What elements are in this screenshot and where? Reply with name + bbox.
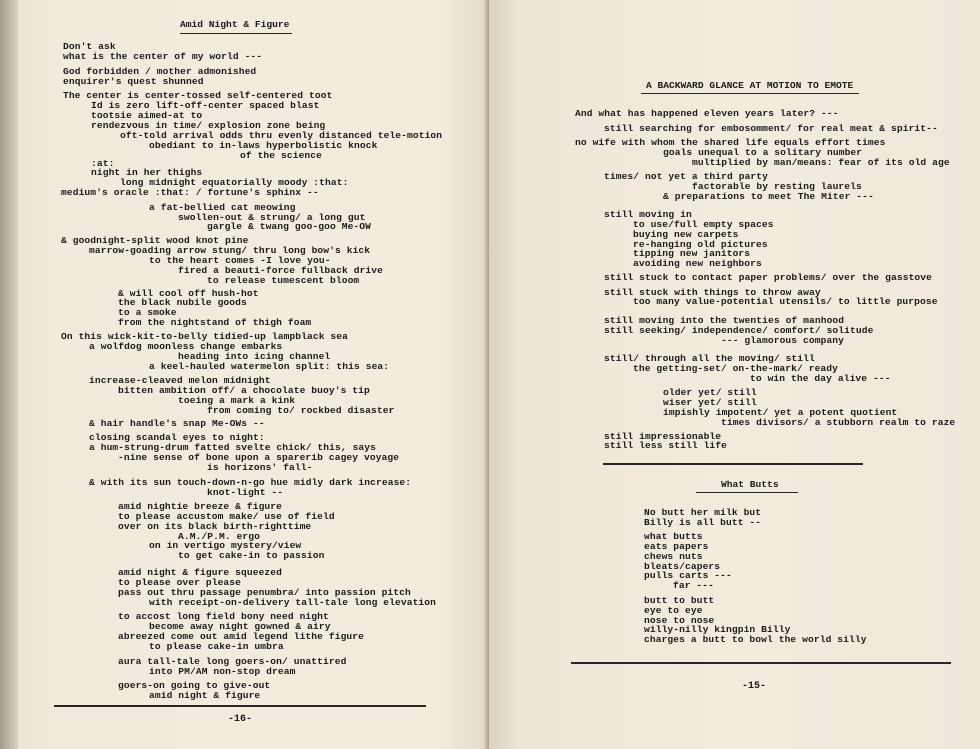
poem-line: goals unequal to a solitary number	[663, 147, 863, 158]
poem-line: enquirer's quest shunned	[63, 76, 204, 87]
poem-line: willy-nilly kingpin Billy	[644, 624, 791, 635]
poem-line: still searching for embosomment/ for real meat & spirit--	[604, 123, 938, 134]
poem-line: A.M./P.M. ergo	[178, 531, 261, 542]
poem-line: a wolfdog moonless change embarks	[89, 341, 283, 352]
poem-line: of the science	[240, 150, 323, 161]
poem-line: to please over please	[118, 577, 242, 588]
footer-rule	[54, 705, 426, 707]
poem-line: chews nuts	[644, 551, 703, 562]
title-underline	[180, 33, 292, 34]
poem-line: over on its black birth-righttime	[118, 521, 312, 532]
footer-rule	[571, 662, 951, 664]
poem-line: increase-cleaved melon midnight	[89, 375, 271, 386]
poem-line: with receipt-on-delivery tall-tale long elevation	[149, 597, 437, 608]
poem-line: from coming to/ rockbed disaster	[207, 405, 395, 416]
poem-line: impishly impotent/ yet a potent quotient	[663, 407, 898, 418]
poem-line: abreezed come out amid legend lithe figure	[118, 631, 365, 642]
poem-line: far ---	[673, 580, 715, 591]
page-number: -15-	[742, 681, 767, 692]
right-page	[489, 0, 980, 749]
poem-line: still less still life	[604, 440, 728, 451]
poem-line: aura tall-tale long goers-on/ unattired	[118, 656, 347, 667]
poem-line: to please accustom make/ use of field	[118, 511, 335, 522]
poem-line: --- glamorous company	[721, 335, 845, 346]
left-page-title: Amid Night & Figure	[180, 19, 290, 30]
poem-line: marrow-goading arrow stung/ thru long bow's kick	[89, 245, 371, 256]
poem-line: On this wick-kit-to-belly tidied-up lampblack sea	[61, 331, 349, 342]
poem-line: no wife with whom the shared life equals effort times	[575, 137, 886, 148]
poem-line: -nine sense of bone upon a sparerib cagey voyage	[118, 452, 400, 463]
right-page-title: A BACKWARD GLANCE AT MOTION TO EMOTE	[646, 80, 854, 91]
poem-line: bleats/capers	[644, 561, 721, 572]
poem-line: night in her thighs	[91, 167, 203, 178]
poem-line: nose to nose	[644, 615, 715, 626]
poem-line: times/ not yet a third party	[604, 171, 769, 182]
section-divider	[603, 463, 863, 465]
poem-line: pass out thru passage penumbra/ into passion pitch	[118, 587, 411, 598]
poem-line: Billy is all butt --	[644, 517, 762, 528]
poem-line: gargle & twang goo-goo Me-OW	[207, 221, 372, 232]
poem-line: & preparations to meet The Miter ---	[663, 191, 874, 202]
poem-line: what is the center of my world ---	[63, 51, 263, 62]
poem-line: eats papers	[644, 541, 709, 552]
section-title: What Butts	[721, 479, 779, 490]
poem-line: to a smoke	[118, 307, 177, 318]
poem-line: to release tumescent bloom	[207, 275, 360, 286]
poem-line: swollen-out & strung/ a long gut	[178, 212, 366, 223]
poem-line: still moving in	[604, 209, 692, 220]
poem-line: a keel-hauled watermelon split: this sea:	[149, 361, 390, 372]
poem-line: closing scandal eyes to night:	[89, 432, 265, 443]
poem-line: to win the day alive ---	[750, 373, 891, 384]
poem-line: still seeking/ independence/ comfort/ solitude	[604, 325, 874, 336]
poem-line: the black nubile goods	[118, 297, 247, 308]
poem-line: heading into icing channel	[178, 351, 331, 362]
poem-line: to get cake-in to passion	[178, 550, 325, 561]
poem-line: a hum-strung-drum fatted svelte chick/ this, says	[89, 442, 377, 453]
poem-line: still impressionable	[604, 431, 722, 442]
poem-line: become away night gowned & airy	[149, 621, 331, 632]
poem-line: obediant to in-laws hyperbolistic knock	[149, 140, 378, 151]
poem-line: to accost long field bony need night	[118, 611, 329, 622]
poem-line: goers-on going to give-out	[118, 680, 271, 691]
poem-line: to use/full empty spaces	[633, 219, 774, 230]
poem-line: what butts	[644, 531, 703, 542]
poem-line: multiplied by man/means: fear of its old age	[692, 157, 950, 168]
poem-line: knot-light --	[207, 487, 284, 498]
page-number: -16-	[228, 714, 253, 725]
poem-line: fired a beauti-force fullback drive	[178, 265, 384, 276]
poem-line: from the nightstand of thigh foam	[118, 317, 312, 328]
poem-line: still moving into the twenties of manhood	[604, 315, 845, 326]
poem-line: :at:	[91, 158, 115, 169]
poem-line: to please cake-in umbra	[149, 641, 284, 652]
poem-line: & hair handle's snap Me-OWs --	[89, 418, 265, 429]
left-page	[0, 0, 489, 749]
poem-line: toeing a mark a kink	[178, 395, 296, 406]
poem-line: The center is center-tossed self-centered toot	[63, 90, 333, 101]
poem-line: bitten ambition off/ a chocolate buoy's tip	[118, 385, 370, 396]
poem-line: Id is zero lift-off-center spaced blast	[91, 100, 320, 111]
title-underline	[641, 93, 859, 94]
poem-line: times divisors/ a stubborn realm to raze	[721, 417, 956, 428]
poem-line: rendezvous in time/ explosion zone being	[91, 120, 326, 131]
poem-line: & will cool off hush-hot	[118, 288, 259, 299]
poem-line: a fat-bellied cat meowing	[149, 202, 296, 213]
poem-line: too many value-potential utensils/ to little purpose	[633, 296, 938, 307]
section-title-underline	[696, 492, 798, 493]
poem-line: factorable by resting laurels	[692, 181, 862, 192]
poem-line: medium's oracle :that: / fortune's sphinx --	[61, 187, 319, 198]
page-edge	[0, 0, 18, 749]
poem-line: eye to eye	[644, 605, 703, 616]
poem-line: still stuck with things to throw away	[604, 287, 821, 298]
poem-line: & with its sun touch-down-n-go hue midly dark increase:	[89, 477, 412, 488]
poem-line: into PM/AM non-stop dream	[149, 666, 296, 677]
poem-line: butt to butt	[644, 595, 715, 606]
poem-line: avoiding new neighbors	[633, 258, 762, 269]
poem-line: pulls carts ---	[644, 570, 732, 581]
poem-line: buying new carpets	[633, 229, 739, 240]
poem-line: re-hanging old pictures	[633, 239, 768, 250]
poem-line: still stuck to contact paper problems/ over the gasstove	[604, 272, 933, 283]
poem-line: charges a butt to bowl the world silly	[644, 634, 867, 645]
poem-line: to the heart comes -I love you-	[149, 255, 331, 266]
poem-line: oft-told arrival odds thru evenly distanced tele-motion	[120, 130, 443, 141]
poem-line: Don't ask	[63, 41, 116, 52]
poem-line: tipping new janitors	[633, 248, 751, 259]
poem-line: And what has happened eleven years later? ---	[575, 108, 839, 119]
poem-line: God forbidden / mother admonished	[63, 66, 257, 77]
poem-line: amid nightie breeze & figure	[118, 501, 283, 512]
poem-line: No butt her milk but	[644, 507, 762, 518]
poem-line: & goodnight-split wood knot pine	[61, 235, 249, 246]
poem-line: older yet/ still	[663, 387, 757, 398]
poem-line: amid night & figure	[149, 690, 261, 701]
poem-line: on in vertigo mystery/view	[149, 540, 302, 551]
poem-line: tootsie aimed-at to	[91, 110, 203, 121]
poem-line: wiser yet/ still	[663, 397, 757, 408]
poem-line: long midnight equatorially moody :that:	[120, 177, 349, 188]
poem-line: is horizons' fall-	[207, 462, 313, 473]
poem-line: still/ through all the moving/ still	[604, 353, 815, 364]
poem-line: amid night & figure squeezed	[118, 567, 283, 578]
poem-line: the getting-set/ on-the-mark/ ready	[633, 363, 839, 374]
